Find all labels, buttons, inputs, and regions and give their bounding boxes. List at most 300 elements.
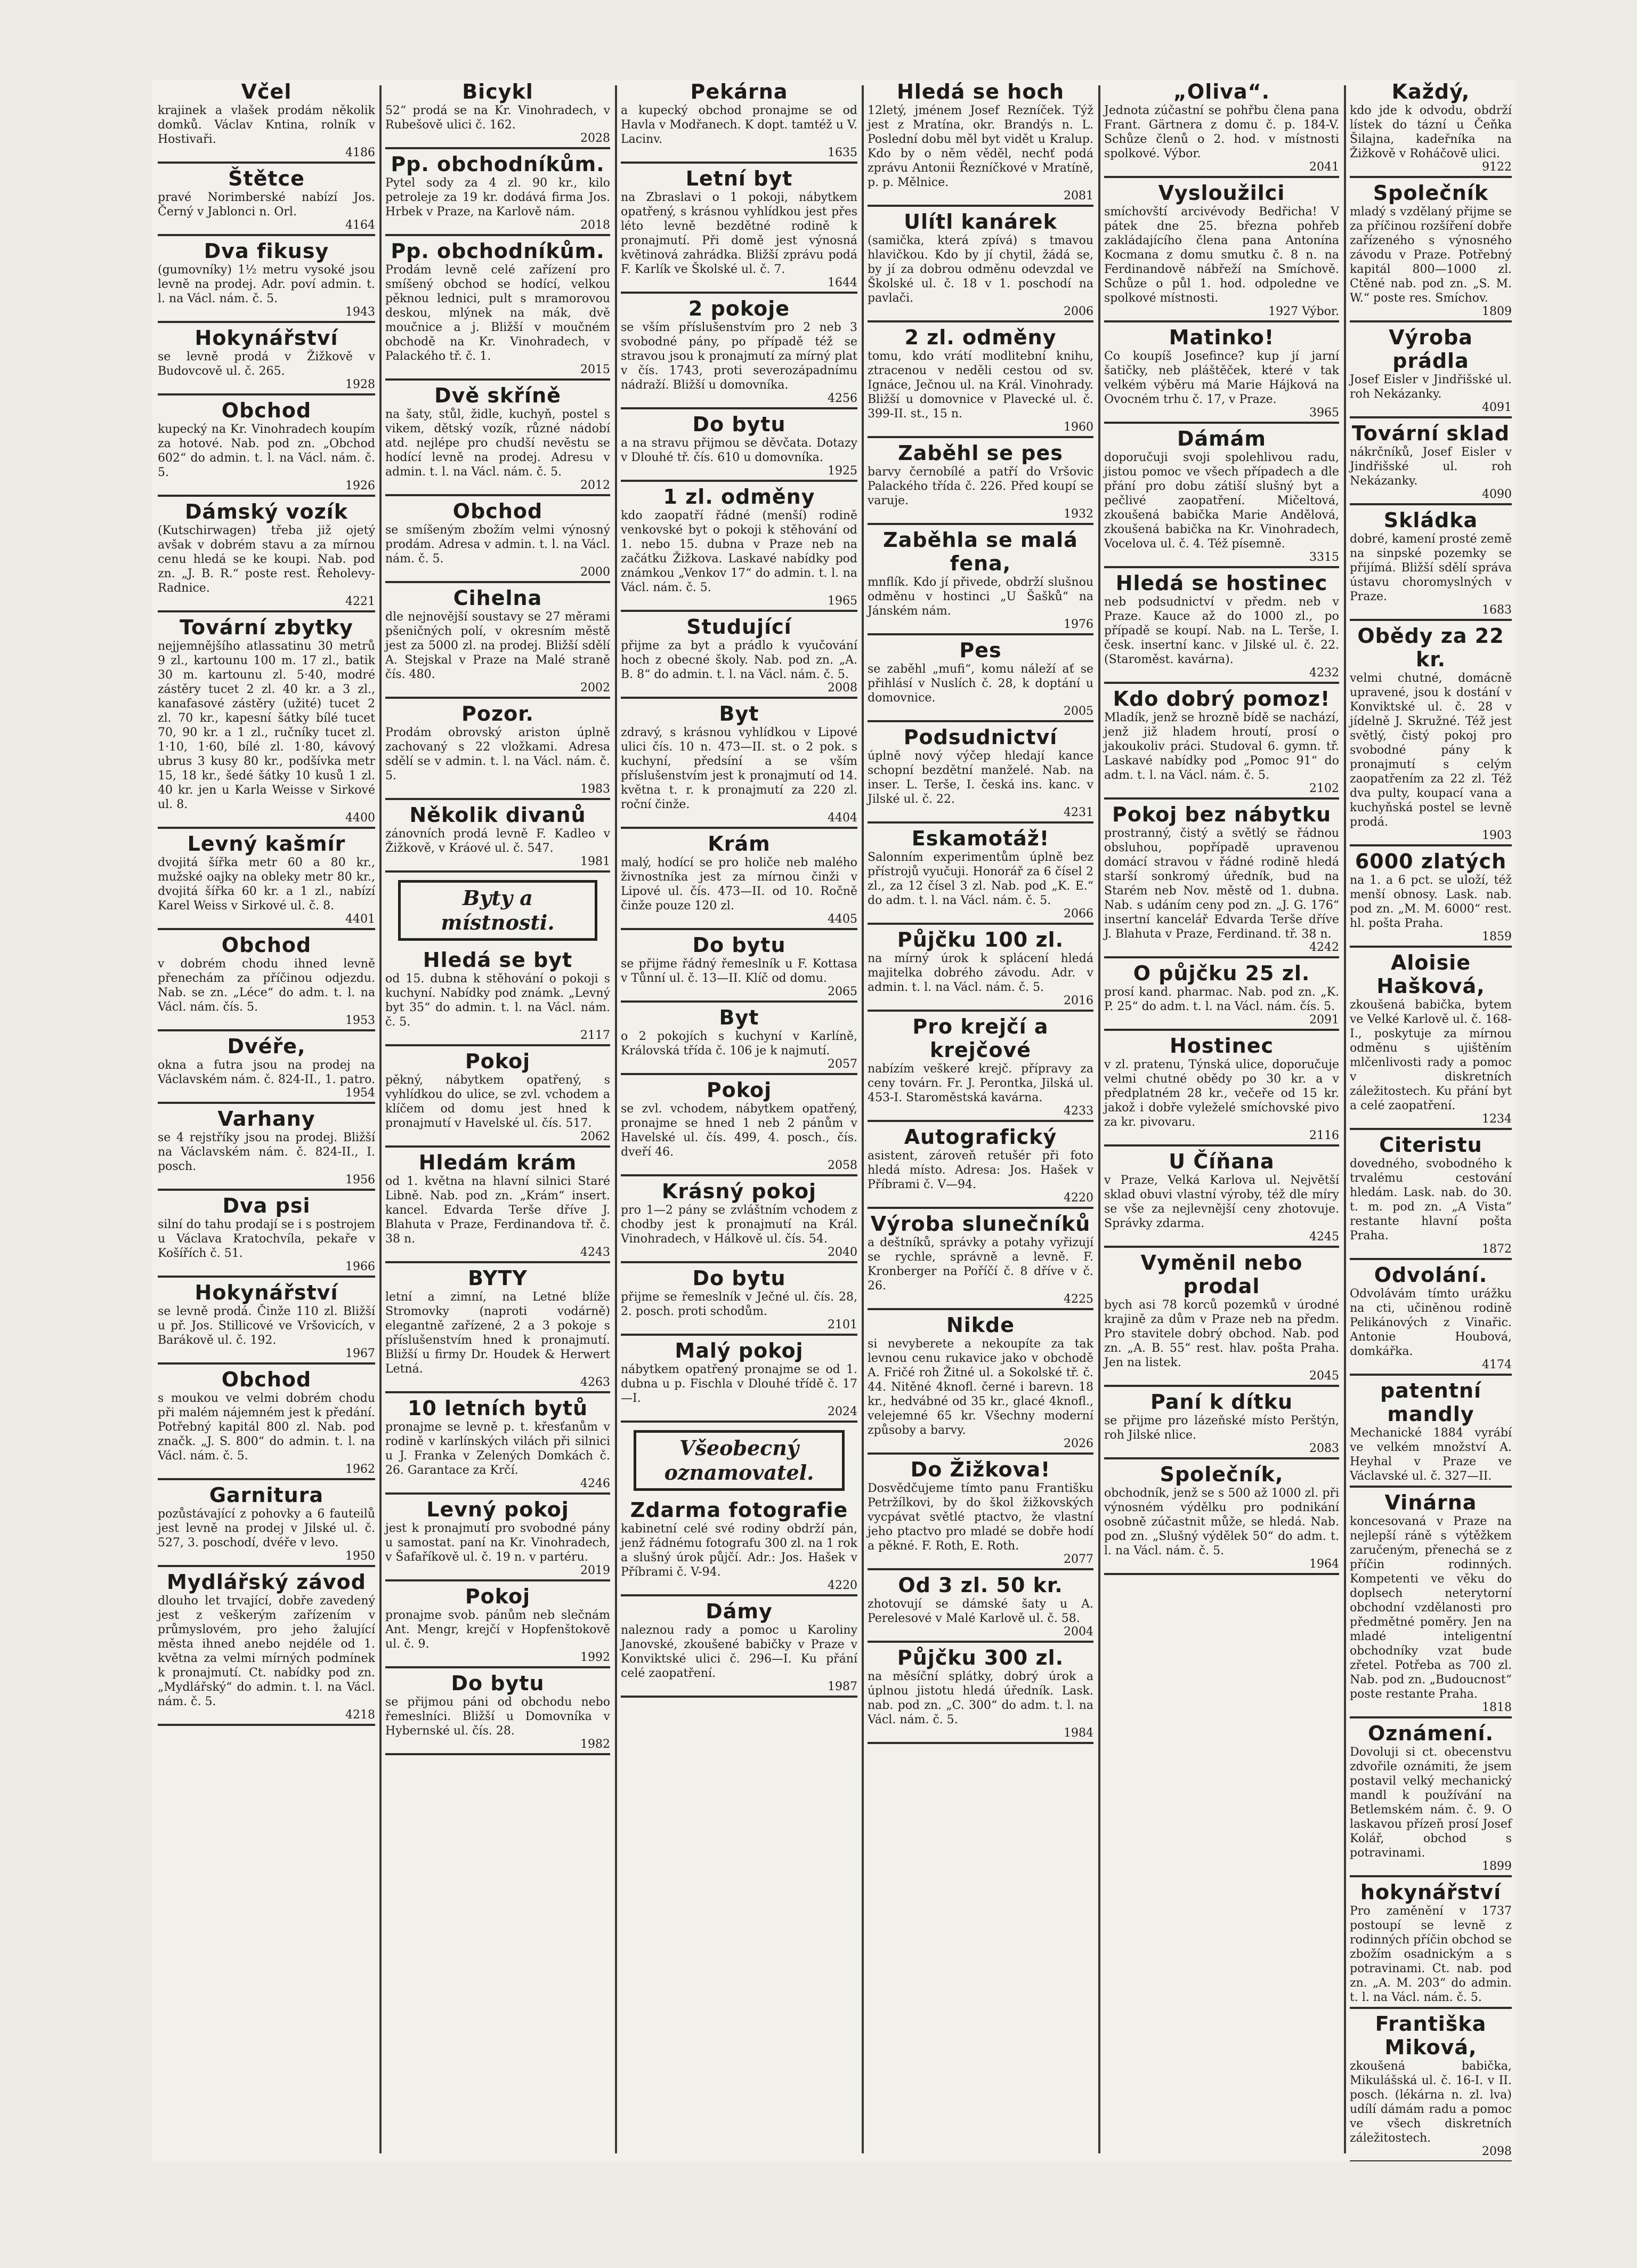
ad-headline: 2 zl. odměny (904, 326, 1057, 349)
ad-headline: Tovární zbytky (180, 616, 353, 639)
ad-number: 2057 (828, 1058, 857, 1071)
ad-number: 2091 (1309, 1013, 1339, 1027)
classified-ad (868, 1125, 1093, 1209)
ad-body: pronajme se levně p. t. křesťanům v rodině v karlínských vilách při silnici u J. Franka v Zelených Domkách č. 26. Garantace za Krčí. (385, 1420, 610, 1477)
ad-body: v dobrém chodu ihned levně přenechám za příčinou odjezdu. Nab. se zn. „Léce“ do adm. t. l. na Václ. nám. čís. 5. (158, 957, 375, 1014)
ad-number: 2004 (1064, 1625, 1093, 1639)
ad-body: a kupecký obchod pronajme se od Havla v Modřanech. K dopt. tamtéž u V. Lacinv. (621, 104, 857, 146)
section-banner: Všeobecný oznamovatel. (634, 1430, 845, 1491)
column-rule (1344, 85, 1346, 2153)
ad-body: obchodník, jenž se s 500 až 1000 zl. při výnosném výdělku pro podnikání osobně zúčastnit může, se hledá. Nab. pod zn. „Slušný výdělek 50“ do adm. t. l. na Václ. nám. č. 5. (1104, 1487, 1339, 1557)
ad-number: 4231 (1064, 806, 1093, 819)
ad-body: (samička, která zpívá) s tmavou hlavičkou. Kdo by jí chytil, žádá se, by jí za dobrou odměnu odevzdal ve Školské ul. č. 18 v 1. poschodí na pavlači. (868, 234, 1093, 305)
ad-headline: Krám (708, 832, 771, 855)
ad-headline: Krásný pokoj (661, 1180, 817, 1203)
classified-ad (158, 1035, 375, 1104)
ad-body: se přijme řádný řemeslník u F. Kottasa v Tůnní ul. č. 13—II. Klíč od domu. (621, 957, 857, 985)
ad-body: jest k pronajmutí pro svobodné pány u samostat. paní na Kr. Vinohradech, v Šafaříkově ul. č. 19 n. v partéru. (385, 1522, 610, 1564)
classified-ad (385, 1151, 610, 1263)
classified-ad (158, 1483, 375, 1567)
ad-number: 1983 (580, 782, 610, 796)
ad-body: se levně prodá. Činže 110 zl. Bližší u př. Jos. Stillicové ve Vršovicích, v Barákově ul. č. 192. (158, 1305, 375, 1347)
ad-body: mnflík. Kdo jí přivede, obdrží slušnou odměnu v hostinci „U Šašků“ na Jánském nám. (868, 576, 1093, 618)
classified-ad (1104, 1034, 1339, 1147)
classified-ad (1104, 962, 1339, 1031)
classified-ad (1104, 1390, 1339, 1459)
classified-ad (1350, 2012, 1512, 2161)
ad-body: na Zbraslavi o 1 pokoji, nábytkem opatřený, s krásnou vyhlídkou jest přes léto levně bezdětné rodině k pronajmutí. Při domě jest výnosná květinová zahrádka. Bližší zprávu podá F. Karlík ve Školské ul. č. 7. (621, 191, 857, 276)
ad-number: 1928 (345, 378, 375, 391)
ad-headline: Aloisie Hašková, (1376, 951, 1485, 998)
ad-number: 4405 (828, 913, 857, 926)
ad-headline: Nikde (946, 1313, 1015, 1337)
ad-headline: Pro krejčí a krejčové (912, 1015, 1049, 1062)
ad-headline: Společník (1373, 181, 1489, 205)
ad-body: 12letý, jménem Josef Rezníček. Týž jest z Mratína, okr. Brandýs n. L. Poslední dobu měl byt vidět u Kralup. Kdo by o něm věděl, nechť podá zprávu Antonii Řezníčkové v Mratíně, p. p. Mělnice. (868, 104, 1093, 189)
ad-headline: Paní k dítku (1150, 1390, 1293, 1414)
ad-headline: Dva psi (222, 1194, 311, 1217)
ad-number: 1992 (580, 1651, 610, 1664)
ad-number: 2045 (1309, 1369, 1339, 1383)
ad-headline: Dvéře, (227, 1035, 306, 1058)
classified-ad (1104, 1463, 1339, 1575)
ad-number: 1965 (828, 594, 857, 608)
classified-ad (1104, 1150, 1339, 1248)
classified-ad (385, 384, 610, 496)
classified-ad (621, 1498, 857, 1596)
classified-ad (1350, 1379, 1512, 1488)
ad-body: zánovních prodá levně F. Kadleo v Žižkově, v Kráové ul. č. 547. (385, 827, 610, 855)
ad-headline: Vinárna (1384, 1491, 1477, 1514)
ad-body: kdo jde k odvodu, obdrží lístek do tázní u Čeňka Šilajna, kadeřníka na Žižkově v Roháčově ulici. (1350, 104, 1512, 160)
ad-number: 2019 (580, 1564, 610, 1577)
ad-headline: Obchod (221, 1368, 312, 1391)
ad-number: 4256 (828, 392, 857, 405)
ad-headline: Byt (719, 702, 759, 725)
ad-number: 4242 (1309, 941, 1339, 954)
ad-number: 4246 (580, 1477, 610, 1490)
ad-number: 4243 (580, 1246, 610, 1259)
ad-headline: Do bytu (692, 933, 786, 957)
classified-ad (868, 528, 1093, 635)
ad-body: se zvl. vchodem, nábytkem opatřený, pronajme se hned 1 neb 2 pánům v Havelské ul. čís. 499, 4. posch., čís. dveří 46. (621, 1102, 857, 1159)
ad-body: nábytkem opatřený pronajme se od 1. dubna u p. Fischla v Dlouhé třídě č. 17—I. (621, 1363, 857, 1405)
ad-number: 2002 (580, 681, 610, 695)
ad-column-6 (1347, 80, 1514, 2161)
ad-number: 2065 (828, 985, 857, 998)
ad-body: smíchovští arcivévody Bedřicha! V pátek dne 25. března pohřeb zakládajícího člena pana Antonína Kocmana z domu smutku č. 8 n. na Ferdinandově nábřeží na Smíchově. Schůze o půl 1. hod. odpoledne ve spolkové místnosti. (1104, 205, 1339, 305)
classified-ad (621, 413, 857, 482)
classified-ad (1350, 181, 1512, 322)
ad-headline: Hokynářství (195, 326, 338, 350)
ad-column-1 (155, 80, 378, 2161)
ad-body: nejjemnějšího atlassatinu 30 metrů 9 zl., kartounu 100 m. 17 zl., batik 30 m. kartounu zl. 5·40, modré zástěry tucet 2 zl. 40 kr. a 3 zl., kanafasové zástěry (užité) tucet 2 zl. 70 kr., kapesní šátky bílé tucet 70, 90 kr. a 1 zl., ručníky tucet zl. 1·10, 1·60, bílé zl. 1·80, kávový ubrus 3 kusy 80 kr., podšívka metr 15, 18 kr., šedé šátky 10 kusů 1 zl. 40 kr. jen u Karla Weisse v Sirkové ul. 8. (158, 640, 375, 811)
ad-body: nákrčníků, Josef Eisler v Jindřišské ul. roh Nekázanky. (1350, 446, 1512, 488)
ad-body: barvy černobílé a patří do Vršovic Palackého třída č. 226. Před koupí se varuje. (868, 465, 1093, 507)
ad-number: 1927 Výbor. (1268, 305, 1339, 318)
ad-headline: Štětce (228, 167, 305, 190)
classified-ad (621, 702, 857, 829)
ad-body: zkoušená babička, bytem ve Velké Karlově ul. č. 168-I., poskytuje za mírnou odměnu s ujištěním mlčenlivosti rady a pomoc v diskretních záležitostech. Ku přání byt a celé zaopatření. (1350, 998, 1512, 1112)
ad-body: kupecký na Kr. Vinohradech koupím za hotové. Nab. pod zn. „Obchod 602“ do admin. t. l. na Václ. nám. č. 5. (158, 423, 375, 479)
classified-ad (621, 1006, 857, 1075)
ad-headline: Zaběhl se pes (898, 441, 1063, 465)
column-rule (1098, 85, 1100, 2153)
ad-body: pronajme svob. pánům neb slečnám Ant. Mengr, krejčí v Hopfenštokově ul. č. 9. (385, 1609, 610, 1651)
ad-body: dvojitá šířka metr 60 a 80 kr., mužské oajky na obleky metr 80 kr., dvojitá šířka 60 kr. a 1 zl., nabízí Karel Weiss v Sirkové ul. č. 8. (158, 856, 375, 913)
ad-column-4 (865, 80, 1096, 2161)
ad-headline: Skládka (1383, 509, 1478, 532)
ad-body: koncesovaná v Praze na nejlepší ráně s výtěžkem zaručeným, přenechá se z příčin rodinných. Kompetenti ve věku do doplsech neterytorní obchodní vzdělanosti pro předmětné poměry. Jen na mladé inteligentní obchodníky vzat bude zřetel. Potřeba as 700 zl. Nab. pod zn. „Budoucnost“ poste restante Praha. (1350, 1515, 1512, 1701)
ad-headline: Společník, (1160, 1463, 1284, 1486)
classified-ad (385, 702, 610, 800)
classified-ad (1350, 624, 1512, 846)
classified-ad (158, 239, 375, 323)
classified-ad (868, 1458, 1093, 1570)
ad-number: 4218 (345, 1708, 375, 1722)
ad-headline: Eskamotáž! (911, 827, 1050, 850)
ad-number: 4245 (1309, 1230, 1339, 1244)
ad-body: se přijmou páni od obchodu nebo řemeslníci. Bližší u Domovníka v Hybernské ul. čís. 28. (385, 1696, 610, 1738)
ad-number: 2026 (1064, 1437, 1093, 1450)
classified-ad (158, 933, 375, 1031)
ad-number: 1859 (1482, 930, 1512, 943)
ad-body: pravé Norimberské nabízí Jos. Černý v Jablonci n. Orl. (158, 191, 375, 219)
ad-body: se levně prodá v Žižkově v Budovcově ul. č. 265. (158, 350, 375, 378)
ad-number: 2081 (1064, 189, 1093, 203)
ad-headline: Pozor. (461, 702, 534, 725)
ad-headline: Tovární sklad (1351, 422, 1510, 445)
classified-ad (158, 1570, 375, 1726)
classified-ad (385, 586, 610, 699)
ad-number: 4220 (828, 1579, 857, 1592)
ad-number: 4164 (345, 219, 375, 232)
ad-number: 4220 (1064, 1191, 1093, 1205)
ad-number: 1809 (1482, 305, 1512, 318)
classified-ad (868, 326, 1093, 438)
ad-number: 2058 (828, 1159, 857, 1172)
ad-headline: Pp. obchodníkům. (391, 239, 605, 263)
ad-body: Pytel sody za 4 zl. 90 kr., kilo petroleje za 19 kr. dodává firma Jos. Hrbek v Praze, na Karlově nám. (385, 176, 610, 219)
ad-number: 2077 (1064, 1553, 1093, 1566)
classified-ad (868, 441, 1093, 525)
classified-ad (158, 1368, 375, 1480)
ad-headline: 6000 zlatých (1355, 850, 1507, 873)
classified-ad (1104, 1251, 1339, 1387)
ad-number: 1899 (1482, 1860, 1512, 1873)
ad-headline: Pes (959, 639, 1002, 662)
ad-number: 1960 (1064, 421, 1093, 434)
classified-ad (1350, 850, 1512, 948)
ad-headline: Půjčku 100 zl. (897, 928, 1064, 951)
ad-body: 52“ prodá se na Kr. Vinohradech, v Rubešově ulici č. 162. (385, 104, 610, 132)
ad-body: Prodám obrovský ariston úplně zachovaný s 22 vložkami. Adresa sdělí se v admin. t. l. na Václ. nám. č. 5. (385, 726, 610, 782)
ad-body: a deštníků, správky a potahy vyřizují se rychle, správně a levně. F. Kronberger na Poříčí č. 8 dříve v č. 26. (868, 1236, 1093, 1293)
ad-number: 2117 (580, 1029, 610, 1042)
ad-headline: 1 zl. odměny (663, 485, 815, 509)
ad-body: Dovoluji si ct. obecenstvu zdvořile oznámiti, že jsem postavil velký mechanický mandl k používání na Betlemském nám. č. 9. O laskavou přízeň prosí Josef Kolář, obchod s potravinami. (1350, 1746, 1512, 1860)
classified-ad (868, 1015, 1093, 1122)
ad-headline: Dva fikusy (204, 239, 329, 263)
ad-number: 1903 (1482, 829, 1512, 842)
ad-headline: Cihelna (453, 586, 542, 610)
ad-body: Mechanické 1884 vyrábí ve velkém množství A. Heyhal v Praze ve Václavské ul. č. 327—II. (1350, 1426, 1512, 1483)
classified-ad (1350, 1491, 1512, 1718)
column-rule (379, 85, 382, 2153)
ad-number: 1943 (345, 305, 375, 319)
classified-ad (621, 1339, 857, 1423)
ad-headline: Obchod (221, 933, 312, 957)
ad-headline: Varhany (217, 1107, 315, 1131)
ad-body: od 15. dubna k stěhování o pokoji s kuchyní. Nabídky pod známk. „Levný byt 35“ do admin. t. l. na Václ. nám. č. 5. (385, 972, 610, 1029)
classified-ad (158, 399, 375, 497)
ad-number: 4401 (345, 913, 375, 926)
ad-body: dobré, kamení prosté země na sinpské pozemky se přijímá. Bližší sdělí správa ústavu choromyslných v Praze. (1350, 532, 1512, 603)
ad-number: 9122 (1482, 160, 1512, 174)
classified-ad (621, 485, 857, 612)
ad-number: 1976 (1064, 618, 1093, 631)
ad-headline: hokynářství (1360, 1880, 1502, 1904)
classified-ad (621, 832, 857, 930)
ad-headline: Zaběhla se malá fena, (883, 528, 1078, 575)
ad-headline: Hostinec (1169, 1034, 1274, 1058)
classified-ad (385, 1050, 610, 1148)
ad-number: 4091 (1482, 401, 1512, 414)
classified-ad (1350, 1880, 1512, 2009)
ad-body: Pro zaměnění v 1737 postoupí se levně z rodinných příčin obchod se zbožím osadnickým a s potravinami. Ct. nab. pod zn. „A. M. 203“ do admin. t. l. na Václ. nám. č. 5. (1350, 1904, 1512, 2004)
ad-body: doporučuji svoji spolehlivou radu, jistou pomoc ve všech případech a dle přání pro dobu zátiší slušný byt a pečlivé zaopatření. Mičeltová, zkoušená babička Marie Andělová, zkoušená babička na Kr. Vinohradech, Vocelova ul. č. 4. Též písemně. (1104, 451, 1339, 551)
ad-number: 4174 (1482, 1358, 1512, 1371)
ad-body: a na stravu přijmou se děvčata. Dotazy v Dlouhé tř. čís. 610 u domovníka. (621, 437, 857, 464)
ad-body: pozůstávající z pohovky a 6 fauteilů jest levně na prodej v Jilské ul. č. 527, 3. poschodí, dvéře v levo. (158, 1507, 375, 1549)
ad-number: 4233 (1064, 1104, 1093, 1118)
classified-ad (385, 152, 610, 236)
ad-number: 2062 (580, 1130, 610, 1143)
ad-headline: Včel (241, 80, 292, 103)
classified-ad (868, 210, 1093, 322)
ad-number: 1956 (345, 1173, 375, 1187)
ad-body: Odvolávám tímto urážku na cti, učiněnou rodině Pelikánových z Vinařic. Antonie Houbová, domkářka. (1350, 1287, 1512, 1358)
ad-headline: Dámám (1177, 427, 1267, 450)
ad-headline: Hledám krám (418, 1151, 577, 1174)
ad-headline: Letní byt (685, 167, 793, 190)
ad-column-3 (618, 80, 860, 2161)
ad-number: 1926 (345, 479, 375, 493)
ad-number: 3315 (1309, 551, 1339, 564)
ad-body: Salonním experimentům úplně bez přístrojů vyučuji. Honorář za 6 čísel 2 zl., za 12 čísel 3 zl. Nab. pod „K. E.“ do adm. t. l. na Václ. nám. č. 5. (868, 851, 1093, 907)
column-rule (615, 85, 617, 2153)
ad-headline: Odvolání. (1374, 1263, 1488, 1287)
classified-ad (158, 326, 375, 396)
ad-body: od 1. května na hlavní silnici Staré Libně. Nab. pod zn. „Krám“ insert. kancel. Edvarda Terše dříve J. Blahuta v Praze, Ferdinandova tř. č. 38 n. (385, 1175, 610, 1246)
classified-ad (158, 616, 375, 829)
classified-ad (1350, 326, 1512, 418)
ad-headline: U Číňana (1169, 1150, 1275, 1173)
classified-ad (621, 615, 857, 699)
ad-body: na mírný úrok k splácení hledá majitelka dobrého závodu. Adr. v admin. t. l. na Václ. nám. č. 5. (868, 952, 1093, 994)
ad-headline: Pokoj (706, 1078, 772, 1102)
classified-ad (1350, 1722, 1512, 1877)
ad-number: 4400 (345, 811, 375, 825)
ad-number: 2024 (828, 1405, 857, 1418)
ad-number: 2005 (1064, 705, 1093, 718)
ad-body: tomu, kdo vrátí modlitební knihu, ztracenou v neděli cestou od sv. Ignáce, Ječnou ul. na Král. Vinohrady. Bližší u domovnice v Plavecké ul. č. 399-II. st., 15 n. (868, 350, 1093, 421)
ad-headline: Pokoj (465, 1050, 531, 1073)
classified-ad (1104, 80, 1339, 178)
classified-ad (621, 297, 857, 409)
classified-ad (385, 1585, 610, 1668)
ad-number: 1964 (1309, 1557, 1339, 1571)
ad-body: prostranný, čistý a světlý se řádnou obsluhou, popřípadě upravenou domácí stravou v řádné rodině hledá starší sonkromý úředník, bud na Starém neb Nov. městě od 1. dubna. Nab. s udáním ceny pod zn. „J. G. 176“ insertní kancelář Edvarda Terše dříve J. Blahuta v Praze, Ferdinand. tř. 38 n. (1104, 827, 1339, 941)
ad-body: krajinek a vlašek prodám několik domků. Václav Kntina, rolník v Hostivaři. (158, 104, 375, 146)
ad-body: Josef Eisler v Jindřišské ul. roh Nekázanky. (1350, 373, 1512, 401)
classified-ad (385, 1266, 610, 1393)
ad-headline: 2 pokoje (688, 297, 790, 320)
ad-number: 2015 (580, 363, 610, 376)
ad-headline: Pokoj bez nábytku (1112, 803, 1332, 826)
ad-number: 2116 (1309, 1129, 1339, 1142)
ad-body: mladý s vzdělaný přijme se za příčinou rozšíření dobře zařízeného s výnosného závodu v Praze. Potřebný kapitál 800—1000 zl. Ctěné nab. pod zn. „S. M. W.“ poste res. Smíchov. (1350, 205, 1512, 305)
ad-number: 4263 (580, 1376, 610, 1389)
ad-headline: Citeristu (1379, 1133, 1482, 1157)
ad-body: asistent, zároveň retušér při foto hledá místo. Adresa: Jos. Hašek v Příbrami č. V—94. (868, 1149, 1093, 1191)
classified-ad (868, 1573, 1093, 1643)
ad-body: Co koupíš Josefince? kup jí jarní šatičky, neb pláštěček, které v tak velkém výběru má Marie Hájková na Ovocném trhu č. 17, v Praze. (1104, 350, 1339, 406)
classified-ad (868, 80, 1093, 207)
ad-headline: Obchod (452, 499, 543, 523)
ad-number: 1954 (345, 1086, 375, 1100)
ad-headline: Hokynářství (195, 1281, 338, 1304)
ad-body: dlouho let trvající, dobře zavedený jest z veškerým zařízením v průmyslovém, pro jeho žalující města ihned anebo nejdéle od 1. května za velmi mírných podmínek k pronajmutí. Ct. nabídky pod zn. „Mydlářský“ do admin. t. l. na Václ. nám. č. 5. (158, 1594, 375, 1708)
ad-headline: Od 3 zl. 50 kr. (898, 1573, 1063, 1597)
ad-body: letní a zimní, na Letné blíže Stromovky (naproti vodárně) elegantně zařízené, 2 a 3 pokoje s příslušenstvím hned k pronajmutí. Bližší u firmy Dr. Houdek & Herwert Letná. (385, 1290, 610, 1376)
ad-number: 1683 (1482, 603, 1512, 617)
ad-headline: Garnitura (209, 1483, 324, 1507)
ad-headline: Dámy (706, 1600, 773, 1623)
classified-ad (1104, 427, 1339, 568)
ad-body: zhotovují se dámské šaty u A. Perelesové v Malé Karlově ul. č. 58. (868, 1597, 1093, 1625)
ad-number: 1967 (345, 1347, 375, 1360)
ad-number: 2006 (1064, 305, 1093, 318)
ad-number: 2028 (580, 132, 610, 145)
classified-ad (385, 499, 610, 583)
ad-number: 2098 (1482, 2145, 1512, 2158)
classified-ad (158, 167, 375, 236)
ad-number: 1982 (580, 1738, 610, 1751)
ad-headline: Autografický (904, 1125, 1057, 1149)
ad-number: 4404 (828, 811, 857, 825)
ad-headline: Byt (719, 1006, 759, 1029)
ad-body: velmi chutné, domácně upravené, jsou k dostání v Konviktské ul. č. 28 v jídelně J. Skružné. Též jest světlý, čistý pokoj pro svobodné pány k pronajmutí s celým zaopatřením za 22 zl. Též dva pulty, koupací vana a kuchyňská postel se levně prodá. (1350, 672, 1512, 829)
ad-headline: Hledá se hoch (896, 80, 1065, 103)
ad-headline: Pp. obchodníkům. (391, 152, 605, 176)
ad-number: 1984 (1064, 1726, 1093, 1740)
ad-body: Dosvědčujeme tímto panu Františku Petržílkovi, by do škol žižkovských vycpávat světlé ptactvo, že vlastní jeho ptactvo pro mladé se dobře hodí a pěkné. F. Roth, E. Roth. (868, 1482, 1093, 1553)
ad-body: si nevyberete a nekoupíte za tak levnou cenu rukavice jako v obchodě A. Fričé roh Žitné ul. a Sokolské tř. č. 44. Nitěné 4knofl. černé i barevn. 18 kr., hedvábné od 35 kr., glacé 4knofl., velejemné 65 kr. Všechny moderní způsoby a barvy. (868, 1337, 1093, 1437)
classified-ad (1350, 951, 1512, 1130)
classified-ad (1350, 422, 1512, 505)
classified-ad (1350, 80, 1512, 178)
classified-ad (385, 239, 610, 381)
classified-ad (158, 1194, 375, 1278)
ad-number: 4225 (1064, 1293, 1093, 1306)
ad-headline: Obchod (221, 399, 312, 422)
ad-headline: Výroba slunečníků (870, 1212, 1091, 1236)
ad-number: 1962 (345, 1463, 375, 1476)
ad-number: 4090 (1482, 488, 1512, 501)
classified-ad (1350, 1263, 1512, 1376)
classified-ad (385, 803, 610, 873)
ad-headline: Do Žižkova! (910, 1458, 1051, 1481)
ad-number: 2016 (1064, 994, 1093, 1007)
ad-headline: Zdarma fotografie (630, 1498, 848, 1522)
ad-body: v Praze, Velká Karlova ul. Největší sklad obuvi vlastní výroby, též dle míry se vše za nejlevnější ceny zhotovuje. Správky zdarma. (1104, 1174, 1339, 1230)
classified-ad (158, 80, 375, 164)
ad-headline: Vysloužilci (1158, 181, 1285, 205)
ad-number: 2102 (1309, 782, 1339, 795)
classified-ad (385, 1498, 610, 1581)
ad-headline: Pokoj (465, 1585, 531, 1608)
ad-headline: O půjčku 25 zl. (1133, 962, 1310, 985)
classified-ad (1104, 181, 1339, 322)
ad-headline: Pekárna (690, 80, 788, 103)
ad-body: naleznou rady a pomoc u Karoliny Janovské, zkoušené babičky v Praze v Konviktské ulici č. 296—I. Ku přání celé zaopatření. (621, 1624, 857, 1680)
ad-headline: Výroba prádla (1389, 326, 1473, 373)
ad-number: 2041 (1309, 160, 1339, 174)
ad-body: se přijme pro lázeňské místo Perštýn, roh Jilské nlice. (1104, 1414, 1339, 1442)
ad-number: 1872 (1482, 1242, 1512, 1256)
ad-headline: Oznámení. (1368, 1722, 1494, 1745)
ad-body: silní do tahu prodají se i s postrojem u Václava Kratochvíla, pekaře v Košířích č. 51. (158, 1218, 375, 1260)
classified-ad (1104, 326, 1339, 424)
ad-body: s moukou ve velmi dobrém chodu při malém nájemném jest k předání. Potřebný kapitál 800 zl. Nab. pod značk. „J. S. 800“ do admin. t. l. na Václ. nám. č. 5. (158, 1392, 375, 1463)
ad-headline: Hledá se hostinec (1115, 571, 1328, 595)
classified-ad (621, 1266, 857, 1336)
ad-body: na měsíční splátky, dobrý úrok a úplnou jistotu hledá úředník. Lask. nab. pod zn. „C. 300“ do adm. t. l. na Václ. nám. č. 5. (868, 1670, 1093, 1726)
ad-headline: Hledá se byt (423, 948, 573, 972)
ad-headline: Do bytu (451, 1672, 545, 1695)
ad-body: přijme za byt a prádlo k vyučování hoch z obecné školy. Nab. pod zn. „A. B. 8“ do admin. t. l. na Václ. nám. č. 5. (621, 639, 857, 681)
classified-ad (868, 639, 1093, 722)
ad-number: 1950 (345, 1549, 375, 1563)
ad-headline: Ulítl kanárek (904, 210, 1057, 233)
ad-headline: Několik divanů (409, 803, 586, 827)
classified-ad (868, 1212, 1093, 1310)
ad-headline: Do bytu (692, 413, 786, 436)
ad-body: zdravý, s krásnou vyhlídkou v Lipové ulici čís. 10 n. 473—II. st. o 2 pok. s kuchyní, předsíní a se vším příslušenstvím jest k pronajmutí od 14. května t. r. k pronajmutí za 220 zl. roční činže. (621, 726, 857, 811)
ad-body: Prodám levně celé zařízení pro smíšený obchod se hodící, velkou pěknou lednici, pult s mramorovou deskou, mlýnek na mák, dvě moučnice a j. Bližší v moučném obchodě na Kr. Vinohradech, v Palackého tř. č. 1. (385, 263, 610, 363)
ad-headline: Mydlářský závod (167, 1570, 366, 1594)
classified-ad (868, 827, 1093, 925)
ad-headline: Bicykl (462, 80, 533, 103)
ad-headline: patentní mandly (1380, 1379, 1482, 1426)
ad-number: 4221 (345, 595, 375, 608)
ad-headline: Obědy za 22 kr. (1357, 624, 1504, 671)
ad-body: v zl. pratenu, Týnská ulice, doporučuje velmi chutné obědy po 30 kr. a v předplatném 28 kr., večeře od 15 kr. jakož i dobře vyleželé smíchovské pivo za kr. pivovaru. (1104, 1058, 1339, 1129)
ad-headline: Do bytu (692, 1266, 786, 1290)
classified-ad (385, 1672, 610, 1755)
ad-headline: Levný kašmír (187, 832, 346, 855)
ad-body: bych asi 78 korců pozemků v úrodné krajině za dům v Praze neb na předm. Pro stavitele dobrý obchod. Nab. pod zn. „A. B. 55“ rest. hlav. pošta Praha. Jen na listek. (1104, 1298, 1339, 1369)
ad-number: 2000 (580, 566, 610, 579)
classified-ad (158, 500, 375, 612)
ad-body: dle nejnovější soustavy se 27 měrami pšeničných polí, v okresním městě jest za 5000 zl. na prodej. Bližší sdělí A. Stejskal v Praze na Malé straně čís. 480. (385, 610, 610, 681)
classified-ad (158, 832, 375, 930)
ad-number: 1635 (828, 146, 857, 159)
section-banner: Byty a místnosti. (398, 880, 597, 941)
classified-ad (158, 1281, 375, 1365)
ad-body: okna a futra jsou na prodej na Václavském nám. č. 824-II., 1. patro. (158, 1059, 375, 1086)
